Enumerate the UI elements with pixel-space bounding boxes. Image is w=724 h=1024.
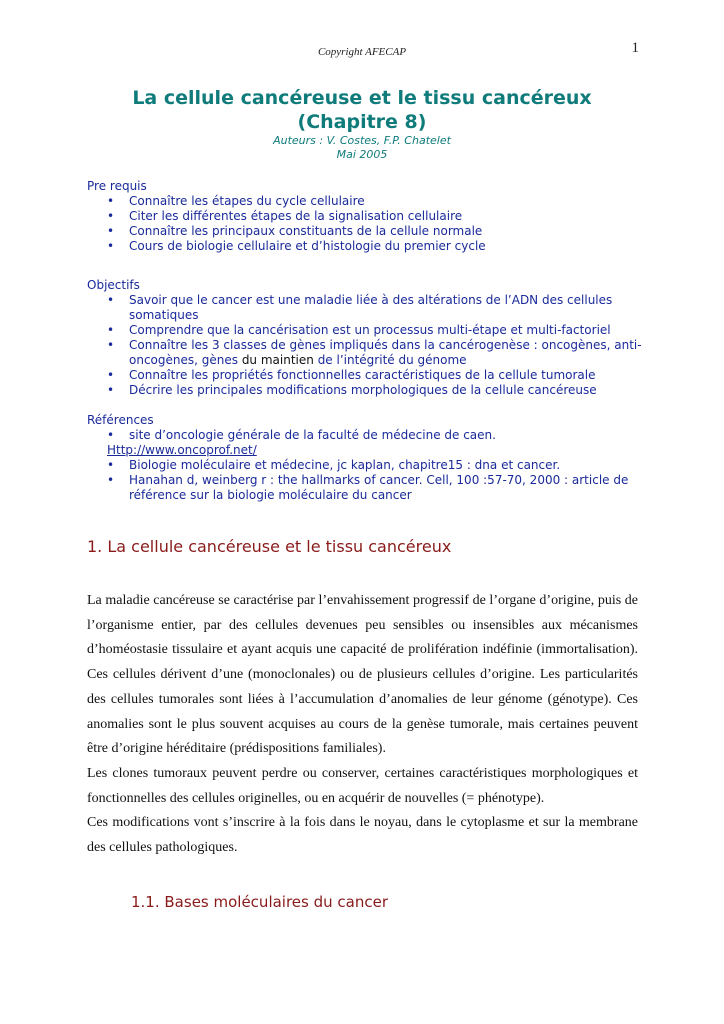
authors-line: Auteurs : V. Costes, F.P. Chatelet — [273, 134, 451, 147]
paragraph: La maladie cancéreuse se caractérise par l’envahissement progressif de l’organe d’origine, puis de l’organisme entier, par des cellules devenues peu sensibles ou insensibles aux mécanismes d’homéostasie tissulaire et ayant acquis une capacité de prolifération indéfinie (immortalisation). Ces cellules dérivent d’une (monoclonales) ou de plusieurs cellules d’origine. Les particularités des cellules tumorales sont liées à l’accumulation d’anomalies de leur génome (génotype). Ces anomalies sont le plus souvent acquises au cours de la genèse tumorale, mais certaines peuvent être d’origine héréditaire (prédispositions familiales). — [87, 593, 638, 757]
list-item: • Citer les différentes étapes de la signalisation cellulaire — [107, 209, 463, 223]
bullet-icon: • — [107, 458, 115, 472]
document-subtitle — [0, 134, 724, 162]
paragraph: Ces modifications vont s’inscrire à la fois dans le noyau, dans le cytoplasme et sur la membrane des cellules pathologiques. — [87, 815, 638, 856]
list-item: • site d’oncologie générale de la faculté de médecine de caen. — [107, 428, 496, 442]
objectifs-section — [87, 278, 647, 398]
list-item: • Savoir que le cancer est une maladie liée à des altérations de l’ADN des cellules somatiques — [107, 293, 613, 322]
bullet-icon: • — [107, 473, 115, 487]
list-item: • Biologie moléculaire et médecine, jc kaplan, chapitre15 : dna et cancer. — [107, 458, 561, 472]
bullet-icon: • — [107, 194, 115, 208]
bullet-icon: • — [107, 239, 115, 253]
references-list-continued — [87, 458, 647, 503]
date-line: Mai 2005 — [336, 148, 388, 161]
list-item: • Connaître les 3 classes de gènes impliqués dans la cancérogenèse : oncogènes, anti-oncogènes, gènes du maintien de l’intégrité du génome — [107, 338, 642, 367]
list-item: • Connaître les propriétés fonctionnelles caractéristiques de la cellule tumorale — [107, 368, 596, 382]
section-1-1-heading: 1.1. Bases moléculaires du cancer — [131, 893, 388, 911]
title-line-1: La cellule cancéreuse et le tissu cancéreux — [132, 87, 592, 109]
prerequis-list — [87, 194, 647, 254]
list-item: • Connaître les étapes du cycle cellulaire — [107, 194, 365, 208]
bullet-icon: • — [107, 428, 115, 442]
section-1-heading: 1. La cellule cancéreuse et le tissu cancéreux — [87, 537, 452, 556]
bullet-icon: • — [107, 224, 115, 238]
oncoprof-link[interactable]: Http://www.oncoprof.net/ — [107, 443, 257, 457]
objectifs-heading: Objectifs — [87, 278, 140, 292]
bullet-icon: • — [107, 338, 115, 352]
references-section — [87, 413, 647, 503]
bullet-icon: • — [107, 323, 115, 337]
references-list — [87, 428, 647, 443]
references-heading: Références — [87, 413, 154, 427]
list-item: • Connaître les principaux constituants de la cellule normale — [107, 224, 483, 238]
bullet-icon: • — [107, 209, 115, 223]
list-item: • Décrire les principales modifications morphologiques de la cellule cancéreuse — [107, 383, 597, 397]
document-title — [0, 86, 724, 134]
copyright-notice: Copyright AFECAP — [317, 46, 407, 58]
page-number: 1 — [631, 40, 639, 56]
section-1-body — [87, 589, 638, 861]
bullet-icon: • — [107, 368, 115, 382]
paragraph: Les clones tumoraux peuvent perdre ou conserver, certaines caractéristiques morphologiques et fonctionnelles des cellules originelles, ou en acquérir de nouvelles (= phénotype). — [87, 765, 638, 806]
objectifs-list — [87, 293, 647, 398]
bullet-icon: • — [107, 383, 115, 397]
bullet-icon: • — [107, 293, 115, 307]
list-item: • Hanahan d, weinberg r : the hallmarks of cancer. Cell, 100 :57-70, 2000 : article de référence sur la biologie moléculaire du cancer — [107, 473, 629, 502]
prerequis-heading: Pre requis — [87, 179, 147, 193]
title-line-2: (Chapitre 8) — [297, 111, 427, 133]
list-item: • Comprendre que la cancérisation est un processus multi-étape et multi-factoriel — [107, 323, 611, 337]
prerequis-section — [87, 179, 647, 254]
list-item: • Cours de biologie cellulaire et d’histologie du premier cycle — [107, 239, 486, 253]
